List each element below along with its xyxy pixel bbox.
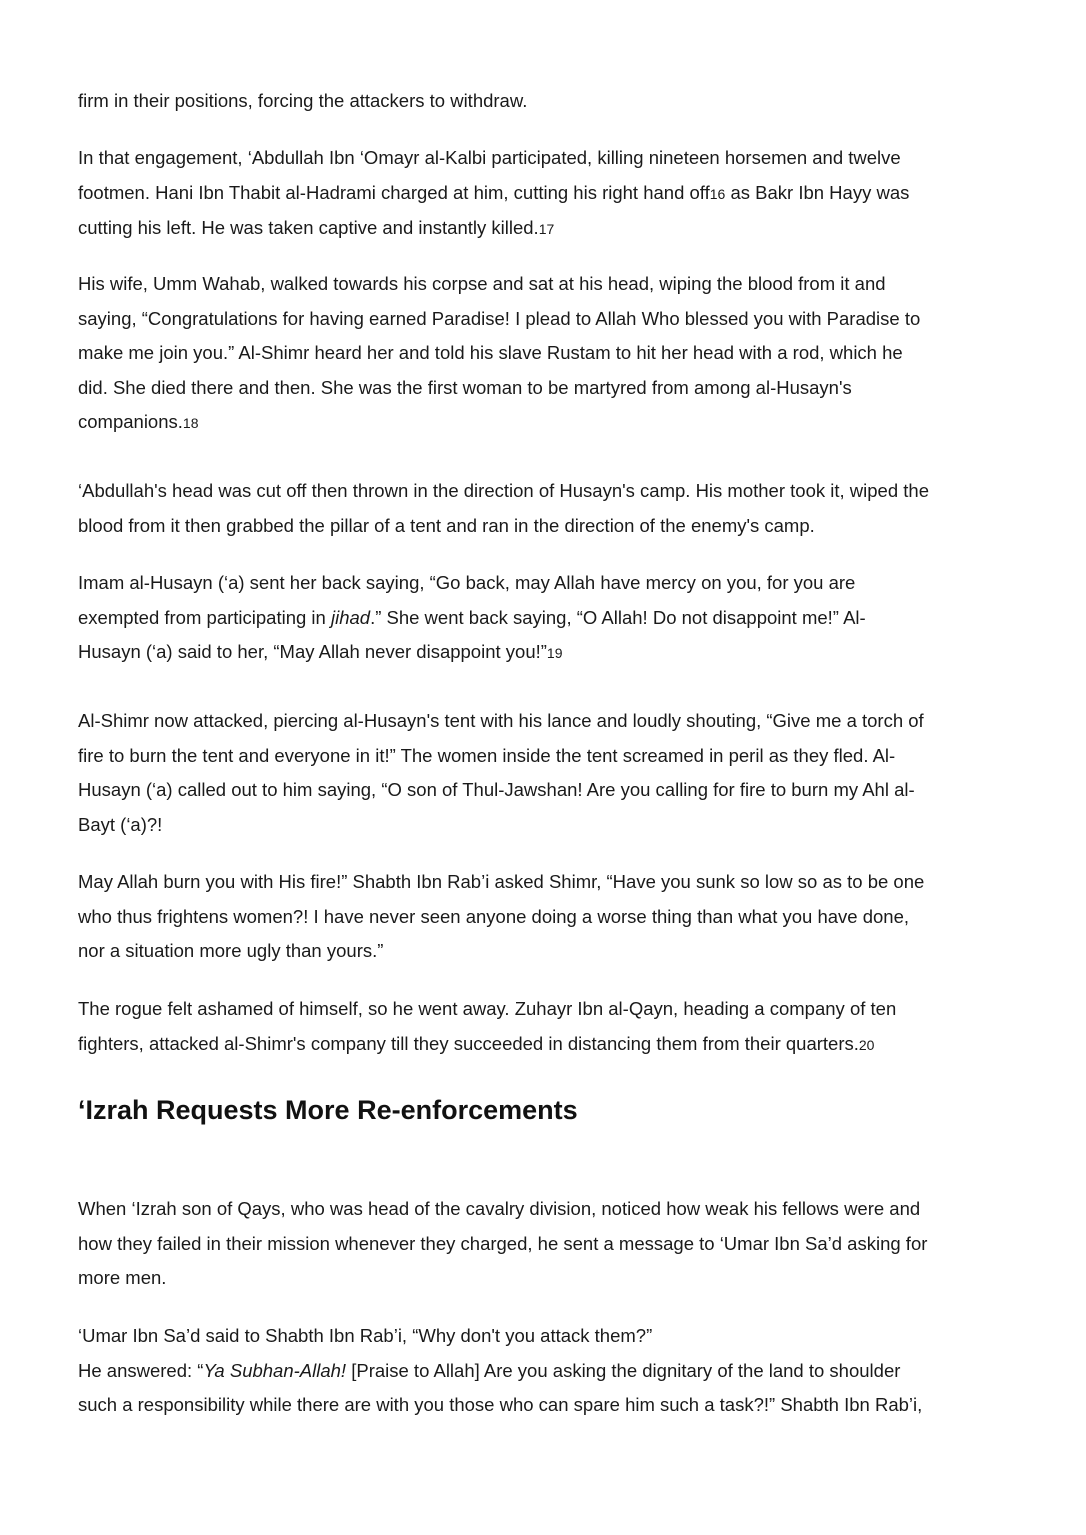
text-line: Husayn (‘a) said to her, “May Allah never disappoint you!”19 <box>78 641 563 662</box>
text-line: did. She died there and then. She was the first woman to be martyred from among al-Husayn's <box>78 376 852 398</box>
italic-text: jihad <box>330 606 371 628</box>
paragraph-1 <box>78 84 1018 119</box>
text-line: The rogue felt ashamed of himself, so he went away. Zuhayr Ibn al-Qayn, heading a company of ten <box>78 998 897 1019</box>
footnote-ref[interactable]: 20 <box>858 1036 875 1053</box>
paragraph-8 <box>78 992 1018 1062</box>
text-line: more men. <box>78 1267 167 1288</box>
paragraph-10 <box>78 1319 1018 1423</box>
text-line: exempted from participating in jihad.” She went back saying, “O Allah! Do not disappoint me!” Al- <box>78 606 866 628</box>
text-line: make me join you.” Al-Shimr heard her and told his slave Rustam to hit her head with a rod, which he <box>78 342 903 363</box>
text-line: He answered: “Ya Subhan-Allah! [Praise to Allah] Are you asking the dignitary of the land to shoulder <box>78 1359 901 1381</box>
text-line: ‘Abdullah's head was cut off then thrown in the direction of Husayn's camp. His mother took it, wiped the <box>78 480 929 501</box>
paragraph-7 <box>78 865 1018 969</box>
text-line: When ‘Izrah son of Qays, who was head of the cavalry division, noticed how weak his fellows were and <box>78 1198 921 1219</box>
text-line: fire to burn the tent and everyone in it!” The women inside the tent screamed in peril as they fled. Al- <box>78 744 896 766</box>
section-heading: ‘Izrah Requests More Re-enforcements <box>78 1095 578 1125</box>
footnote-ref[interactable]: 19 <box>546 645 563 661</box>
paragraph-3 <box>78 267 1018 441</box>
paragraph-5 <box>78 566 1018 671</box>
text-line: such a responsibility while there are with you those who can spare him such a task?!” Shabth Ibn Rab’i, <box>78 1394 923 1415</box>
text-line: footmen. Hani Ibn Thabit al-Hadrami charged at him, cutting his right hand off16 as Bakr Ibn Hayy was <box>78 181 910 203</box>
text-line: Al-Shimr now attacked, piercing al-Husayn's tent with his lance and loudly shouting, “Give me a torch of <box>78 710 924 731</box>
paragraph-9 <box>78 1192 1018 1296</box>
text-line: nor a situation more ugly than yours.” <box>78 940 384 961</box>
text-line: blood from it then grabbed the pillar of a tent and ran in the direction of the enemy's camp. <box>78 514 815 536</box>
text-line: Husayn (‘a) called out to him saying, “O son of Thul-Jawshan! Are you calling for fire to burn my Ahl al- <box>78 779 915 800</box>
text-line: In that engagement, ‘Abdullah Ibn ‘Omayr al-Kalbi participated, killing nineteen horsemen and twelve <box>78 147 901 168</box>
footnote-ref[interactable]: 18 <box>182 415 199 431</box>
text-line: who thus frightens women?! I have never seen anyone doing a worse thing than what you have done, <box>78 905 909 927</box>
paragraph-2 <box>78 141 1018 247</box>
text-line: His wife, Umm Wahab, walked towards his corpse and sat at his head, wiping the blood from it and <box>78 273 886 294</box>
text-line: May Allah burn you with His fire!” Shabth Ibn Rab’i asked Shimr, “Have you sunk so low so as to be one <box>78 871 925 892</box>
text-line: companions.18 <box>78 411 199 432</box>
text-line: firm in their positions, forcing the attackers to withdraw. <box>78 90 528 111</box>
text-line: ‘Umar Ibn Sa’d said to Shabth Ibn Rab’i, “Why don't you attack them?” <box>78 1325 653 1346</box>
text-line: Imam al-Husayn (‘a) sent her back saying, “Go back, may Allah have mercy on you, for you are <box>78 572 856 593</box>
paragraph-4 <box>78 474 1018 543</box>
paragraph-6 <box>78 704 1018 842</box>
text-line: cutting his left. He was taken captive and instantly killed.17 <box>78 217 555 238</box>
footnote-ref[interactable]: 16 <box>709 185 726 202</box>
italic-text: Ya Subhan-Allah! <box>203 1359 347 1381</box>
footnote-ref[interactable]: 17 <box>538 221 555 237</box>
text-line: fighters, attacked al-Shimr's company till they succeeded in distancing them from their quarters.20 <box>78 1032 875 1054</box>
text-line: saying, “Congratulations for having earned Paradise! I plead to Allah Who blessed you with Paradise to <box>78 307 921 329</box>
text-line: Bayt (‘a)?! <box>78 813 163 835</box>
text-line: how they failed in their mission whenever they charged, he sent a message to ‘Umar Ibn Sa’d asking for <box>78 1232 928 1254</box>
